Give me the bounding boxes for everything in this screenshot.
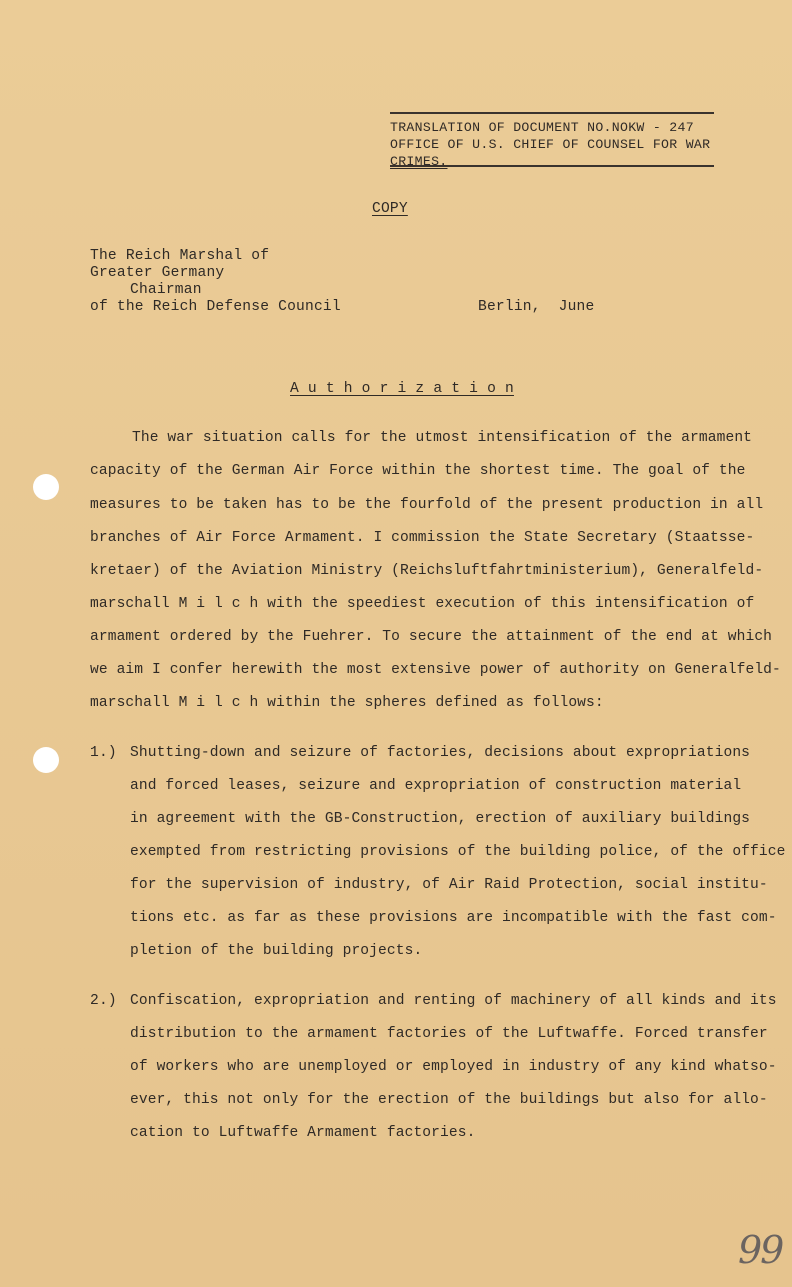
item-line: distribution to the armament factories of the Luftwaffe. Forced transfer xyxy=(130,1026,768,1042)
item-line: ever, this not only for the erection of the buildings but also for allo- xyxy=(130,1092,768,1108)
item-line: for the supervision of industry, of Air Raid Protection, social institu- xyxy=(130,877,768,893)
sender-line: Greater Germany xyxy=(90,265,225,281)
intro-line: marschall M i l c h within the spheres defined as follows: xyxy=(90,695,604,711)
document-title: A u t h o r i z a t i o n xyxy=(290,381,514,397)
intro-line: marschall M i l c h with the speediest execution of this intensification of xyxy=(90,596,755,612)
copy-label: COPY xyxy=(372,201,408,217)
sender-line: The Reich Marshal of xyxy=(90,248,270,264)
sender-line: Chairman xyxy=(130,282,202,298)
item-line: in agreement with the GB-Construction, erection of auxiliary buildings xyxy=(130,811,751,827)
item-line: Confiscation, expropriation and renting of machinery of all kinds and its xyxy=(130,993,777,1009)
item-line: exempted from restricting provisions of the building police, of the office xyxy=(130,844,786,860)
header-line: CRIMES. xyxy=(390,154,448,169)
handwritten-page-number: 99 xyxy=(738,1228,783,1272)
place-date: Berlin, June xyxy=(478,299,595,315)
punch-hole xyxy=(33,747,59,773)
header-rule xyxy=(390,165,714,167)
header-line: TRANSLATION OF DOCUMENT NO.NOKW - 247 xyxy=(390,120,694,135)
intro-line: The war situation calls for the utmost intensification of the armament xyxy=(132,430,753,446)
intro-line: we aim I confer herewith the most extensive power of authority on Generalfeld- xyxy=(90,662,781,678)
item-line: cation to Luftwaffe Armament factories. xyxy=(130,1125,476,1141)
intro-line: measures to be taken has to be the fourfold of the present production in all xyxy=(90,497,764,513)
sender-line: of the Reich Defense Council xyxy=(90,299,341,315)
item-line: pletion of the building projects. xyxy=(130,943,423,959)
punch-hole xyxy=(33,474,59,500)
header-line: OFFICE OF U.S. CHIEF OF COUNSEL FOR WAR xyxy=(390,137,711,152)
item-line: tions etc. as far as these provisions are incompatible with the fast com- xyxy=(130,910,777,926)
item-line: and forced leases, seizure and expropriation of construction material xyxy=(130,778,742,794)
item-number: 2.) xyxy=(90,993,117,1009)
intro-line: capacity of the German Air Force within the shortest time. The goal of the xyxy=(90,463,746,479)
intro-line: armament ordered by the Fuehrer. To secure the attainment of the end at which xyxy=(90,629,773,645)
translation-header xyxy=(390,112,714,170)
item-line: of workers who are unemployed or employed in industry of any kind whatso- xyxy=(130,1059,777,1075)
intro-line: branches of Air Force Armament. I commission the State Secretary (Staatsse- xyxy=(90,530,755,546)
intro-line: kretaer) of the Aviation Ministry (Reichsluftfahrtministerium), Generalfeld- xyxy=(90,563,764,579)
item-number: 1.) xyxy=(90,745,117,761)
item-line: Shutting-down and seizure of factories, decisions about expropriations xyxy=(130,745,751,761)
